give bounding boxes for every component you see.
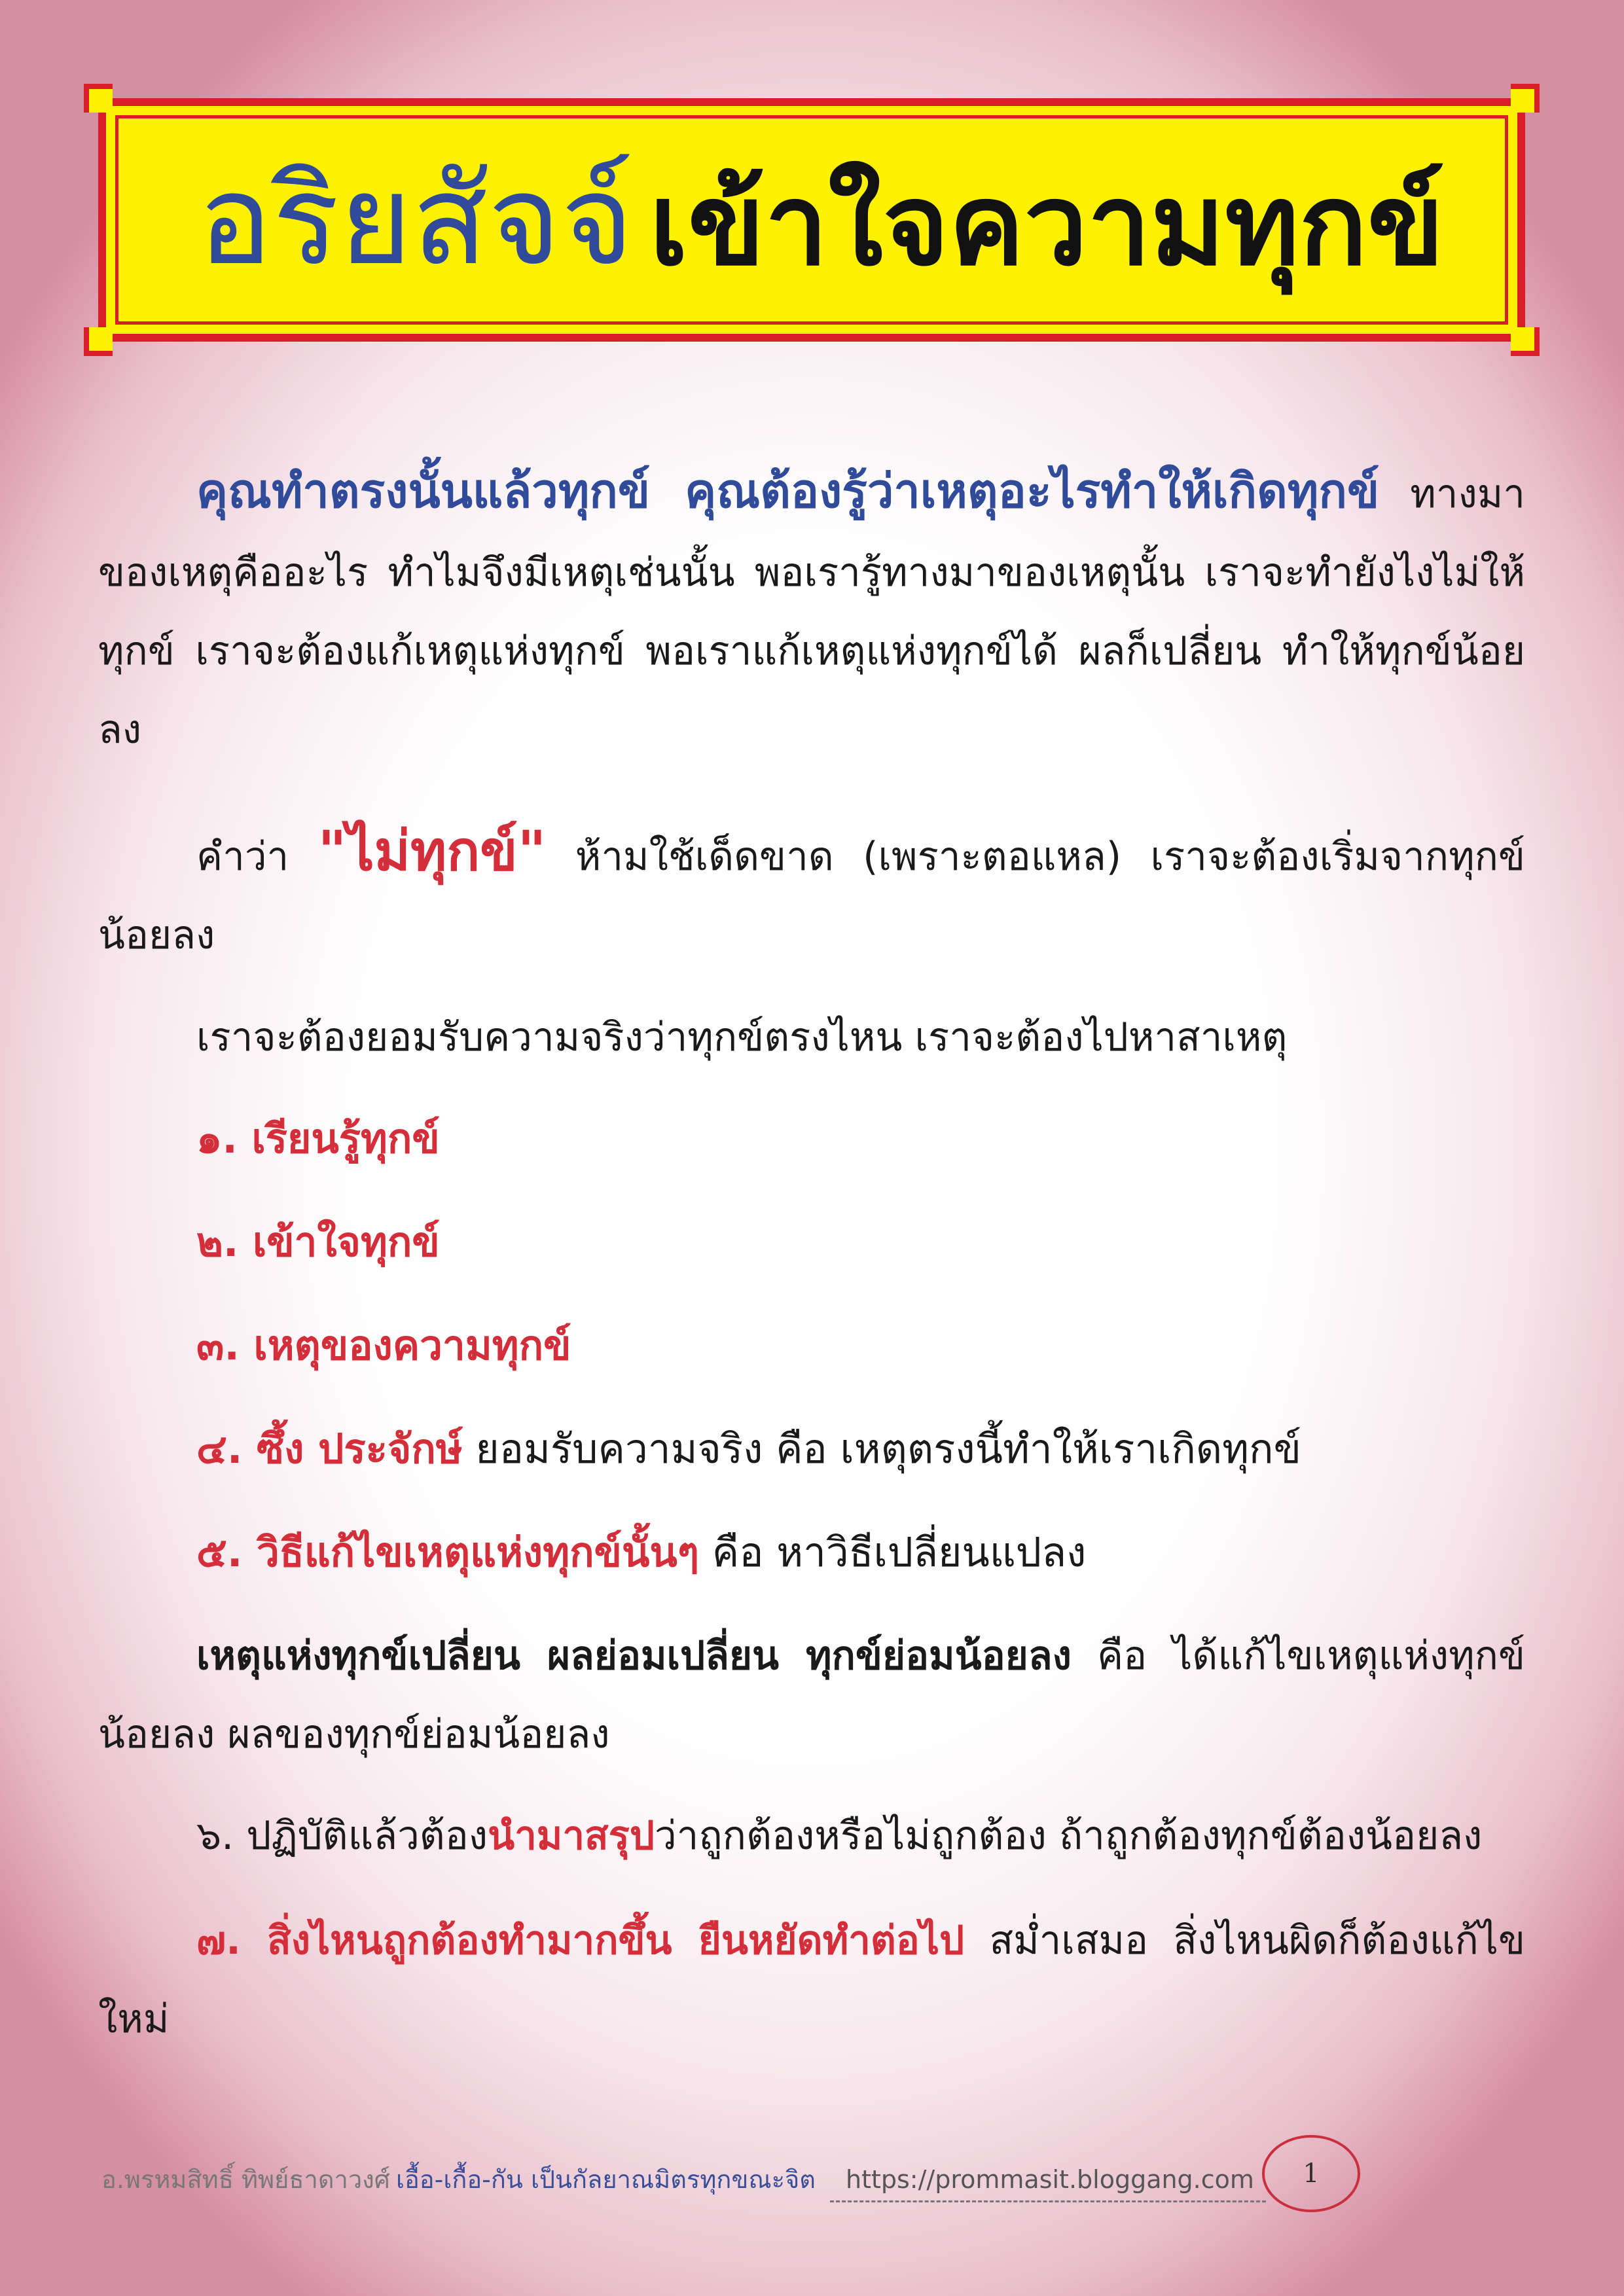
p6-after: สม่ำเสมอ สิ่งไหนผิดก็ต้องแก้ไขใหม่ xyxy=(98,1918,1525,2042)
list-item-label: ๒. เข้าใจทุกข์ xyxy=(196,1218,440,1266)
paragraph-accept-truth: เราจะต้องยอมรับความจริงว่าทุกข์ตรงไหน เราจะต้องไปหาสาเหตุ xyxy=(196,1014,1288,1060)
p4-bold: เหตุแห่งทุกข์เปลี่ยน ผลย่อมเปลี่ยน ทุกข์ย่อมน้อยลง xyxy=(196,1633,1072,1679)
paragraph-no-suffering xyxy=(98,812,1525,975)
paragraph-intro xyxy=(98,452,1525,769)
list-item-rest: คือ หาวิธีเปลี่ยนแปลง xyxy=(699,1528,1087,1576)
list-item-label: ๕. วิธีแก้ไขเหตุแห่งทุกข์นั้นๆ xyxy=(196,1528,700,1576)
p5-highlight: นำมาสรุป xyxy=(488,1813,655,1859)
banner-corner-ornament xyxy=(1511,327,1540,356)
banner-corner-ornament xyxy=(84,84,113,113)
title-banner xyxy=(98,98,1525,342)
list-item xyxy=(196,1410,1301,1488)
list-item-label: ๓. เหตุของความทุกข์ xyxy=(196,1321,571,1369)
footer-url-link[interactable]: https://prommasit.bloggang.com xyxy=(830,2160,1266,2202)
paragraph-cause-changes xyxy=(98,1617,1525,1774)
p5-before: ๖. ปฏิบัติแล้วต้อง xyxy=(196,1813,488,1859)
paragraph-persevere xyxy=(98,1901,1525,2058)
page-title-main: อริยสัจจ์ xyxy=(198,148,634,293)
footer-motto: เอื้อ-เกื้อ-กัน เป็นกัลยาณมิตรทุกขณะจิต xyxy=(396,2165,816,2194)
page-title-sub: เข้าใจความทุกข์ xyxy=(649,159,1445,291)
footer-author: อ.พรหมสิทธิ์ ทิพย์ธาดาวงศ์ xyxy=(101,2165,390,2194)
list-item-label: ๔. ซึ้ง ประจักษ์ xyxy=(196,1425,463,1473)
list-item xyxy=(196,1203,440,1282)
p5-after: ว่าถูกต้องหรือไม่ถูกต้อง ถ้าถูกต้องทุกข์ต้องน้อยลง xyxy=(654,1813,1483,1859)
list-item-rest: ยอมรับความจริง คือ เหตุตรงนี้ทำให้เราเกิดทุกข์ xyxy=(462,1425,1301,1473)
p6-highlight: ๗. สิ่งไหนถูกต้องทำมากขึ้น ยืนหยัดทำต่อไป xyxy=(196,1918,965,1964)
p2-before: คำว่า xyxy=(196,834,318,880)
list-item xyxy=(196,1306,571,1385)
list-item-label: ๑. เรียนรู้ทุกข์ xyxy=(196,1115,440,1162)
intro-lead: คุณทำตรงนั้นแล้วทุกข์ คุณต้องรู้ว่าเหตุอะไรทำให้เกิดทุกข์ xyxy=(196,463,1380,518)
banner-corner-ornament xyxy=(84,327,113,356)
intro-rest: ทางมาของเหตุคืออะไร ทำไมจึงมีเหตุเช่นนั้น พอเรารู้ทางมาของเหตุนั้น เราจะทำยังไงไม่ให้ทุกข์ เราจะต้องแก้เหตุแห่งทุกข์ พอเราแก้เหตุแห่งทุกข์ได้ ผลก็เปลี่ยน ทำให้ทุกข์น้อยลง xyxy=(98,471,1526,753)
paragraph-summarize xyxy=(98,1797,1525,1875)
list-item xyxy=(196,1513,1086,1592)
p2-after: ห้ามใช้เด็ดขาด (เพราะตอแหล) เราจะต้องเริ่มจากทุกข์น้อยลง xyxy=(98,834,1525,958)
p2-highlight: "ไม่ทุกข์" xyxy=(317,819,547,883)
banner-corner-ornament xyxy=(1511,84,1540,113)
list-item xyxy=(196,1100,440,1178)
p4-rest: คือ ได้แก้ไขเหตุแห่งทุกข์น้อยลง ผลของทุกข์ย่อมน้อยลง xyxy=(98,1633,1525,1757)
page-number-badge: 1 xyxy=(1262,2135,1360,2212)
